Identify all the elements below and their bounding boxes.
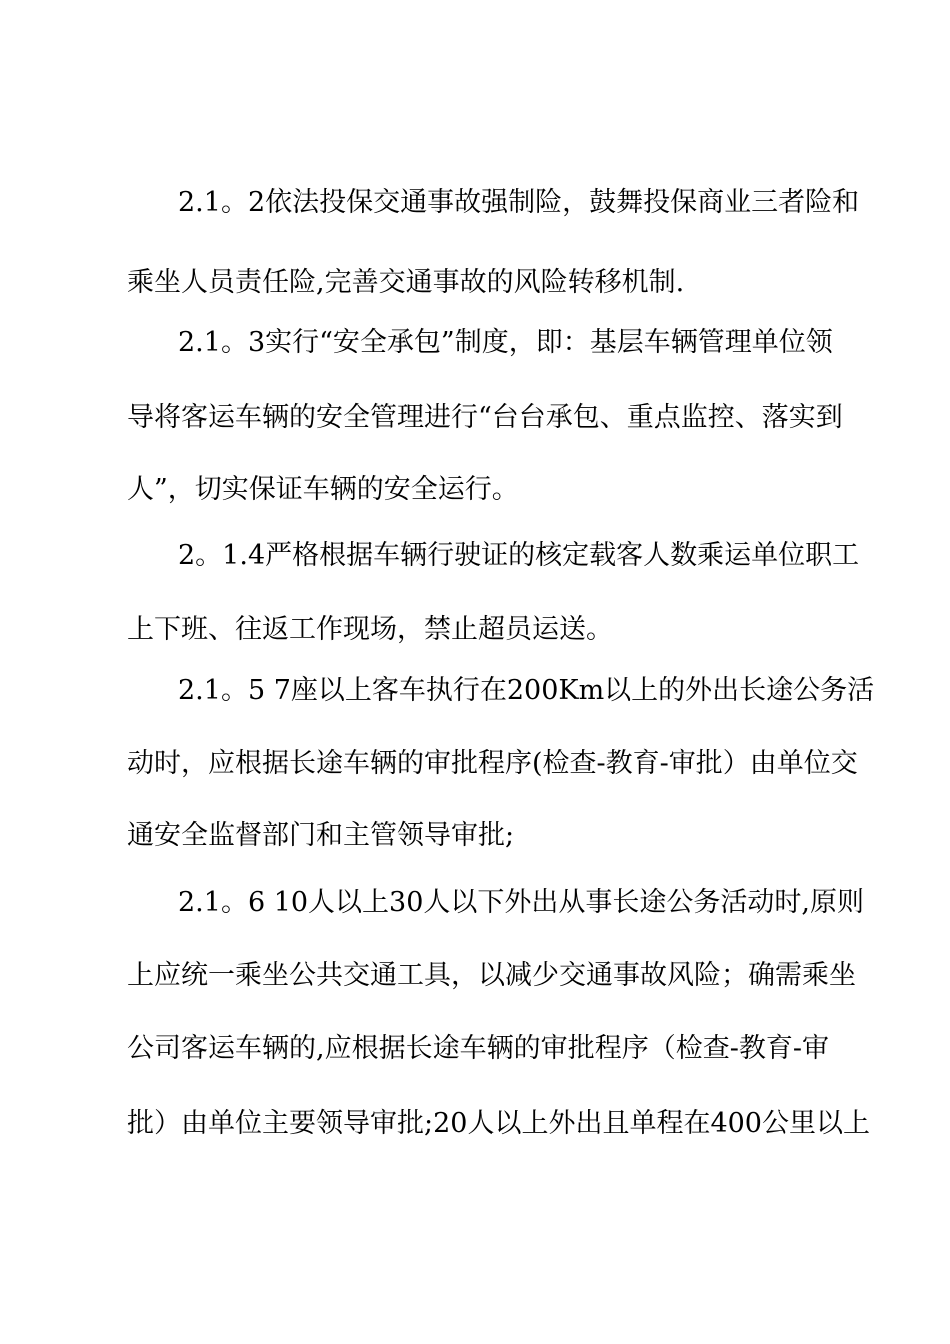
paragraph-2-1-5-line-2: 动时，应根据长途车辆的审批程序(检查-教育-审批）由单位交 (127, 748, 858, 779)
paragraph-2-1-5-line-3: 通安全监督部门和主管领导审批; (127, 820, 515, 851)
paragraph-2-1-2-line-1: 2.1。2依法投保交通事故强制险，鼓舞投保商业三者险和 (178, 187, 860, 218)
paragraph-2-1-2-line-2: 乘坐人员责任险,完善交通事故的风险转移机制. (127, 267, 685, 298)
paragraph-2-1-6-line-4: 批）由单位主要领导审批;20人以上外出且单程在400公里以上 (127, 1108, 870, 1139)
paragraph-2-1-6-line-3: 公司客运车辆的,应根据长途车辆的审批程序（检查-教育-审 (127, 1033, 829, 1064)
paragraph-2-1-6-line-2: 上应统一乘坐公共交通工具，以减少交通事故风险；确需乘坐 (127, 960, 856, 991)
paragraph-2-1-3-line-3: 人”，切实保证车辆的安全运行。 (127, 474, 519, 505)
paragraph-2-1-6-line-1: 2.1。6 10人以上30人以下外出从事长途公务活动时,原则 (178, 887, 864, 918)
paragraph-2-1-4-line-1: 2。1.4严格根据车辆行驶证的核定载客人数乘运单位职工 (178, 540, 860, 571)
paragraph-2-1-5-line-1: 2.1。5 7座以上客车执行在200Km以上的外出长途公务活 (178, 675, 875, 706)
paragraph-2-1-3-line-1: 2.1。3实行“安全承包”制度，即：基层车辆管理单位领 (178, 327, 833, 358)
paragraph-2-1-4-line-2: 上下班、往返工作现场，禁止超员运送。 (127, 614, 613, 645)
paragraph-2-1-3-line-2: 导将客运车辆的安全管理进行“台台承包、重点监控、落实到 (127, 402, 843, 433)
